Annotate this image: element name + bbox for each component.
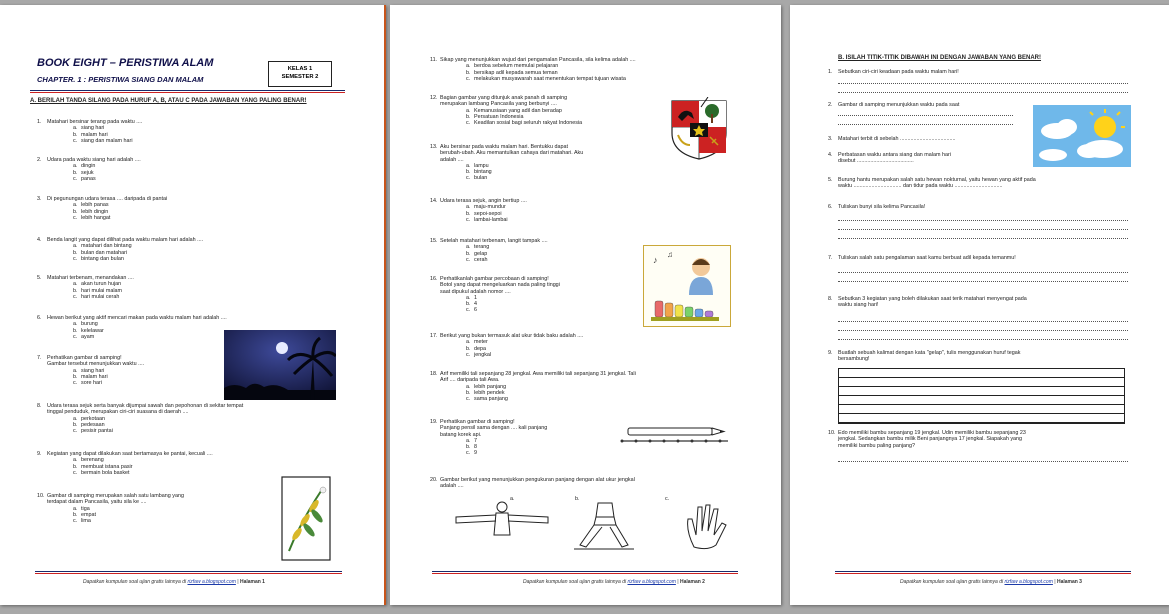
- option-text: bintang: [474, 169, 492, 176]
- option-text: bulan: [474, 175, 488, 182]
- option-text: lima: [81, 518, 91, 525]
- option-letter: a.: [73, 415, 78, 422]
- option-letter: c.: [73, 255, 78, 262]
- option-letter: b.: [73, 131, 78, 138]
- option-text: lebih hangat: [81, 214, 111, 221]
- footer-text: Dapatkan kumpulan soal ujian gratis lainnya di: [83, 579, 187, 585]
- question-7: [430, 333, 730, 358]
- option-letter: c.: [73, 518, 78, 525]
- page-3: [790, 5, 1169, 605]
- option-text: sore hari: [81, 380, 102, 387]
- question-10: [37, 493, 282, 524]
- option-letter: a.: [73, 281, 78, 288]
- question-number: 5.: [37, 275, 42, 281]
- question-number: 20.: [430, 477, 438, 483]
- option-letter: b.: [73, 463, 78, 470]
- options-list: [73, 202, 337, 221]
- question-8: [37, 403, 337, 434]
- question-number: 9.: [828, 350, 833, 356]
- option-letter: c.: [73, 137, 78, 144]
- question-text: Perbatasan waktu antara siang dan malam hari disebut ......................................: [838, 152, 951, 165]
- question-text: Burung hantu merupakan salah satu hewan nokturnal, yaitu hewan yang aktif pada waktu ................................ dan tidur pada waktu ................................: [838, 177, 1036, 190]
- footer-rule-red: [835, 573, 1131, 574]
- option-c[interactable]: [466, 396, 730, 402]
- option-text: depa: [474, 345, 486, 352]
- option-text: jengkal: [474, 351, 492, 358]
- option-text: 6: [474, 307, 477, 314]
- option-c[interactable]: [73, 294, 337, 300]
- question-text: Udara terasa sejuk serta banyak dijumpai sawah dan pepohonan di sekitar tempat tinggal penduduk, merupakan ciri-ciri suasana di daerah ....: [47, 403, 244, 416]
- option-letter: b.: [73, 421, 78, 428]
- question-number: 6.: [37, 315, 42, 321]
- option-letter: a.: [73, 243, 78, 250]
- options-list: [466, 204, 730, 223]
- answer-line: [838, 92, 1128, 93]
- option-text: bulan dan matahari: [81, 249, 128, 256]
- option-letter: a.: [73, 202, 78, 209]
- question-text: Gambar di samping menunjukkan waktu pada saat: [838, 102, 960, 108]
- sun-clouds-image: [1033, 105, 1131, 167]
- question-number: 5.: [828, 177, 833, 183]
- footer: Dapatkan kumpulan soal ujian gratis lainnya di rizfaw a.blogspot.com | Halaman 3: [900, 579, 1082, 585]
- option-letter: b.: [466, 250, 471, 257]
- option-letter: b.: [466, 113, 471, 120]
- option-text: membuat istana pasir: [81, 463, 133, 470]
- chapter-title: CHAPTER. 1 : PERISTIWA SIANG DAN MALAM: [37, 75, 204, 84]
- option-c[interactable]: [73, 138, 337, 144]
- option-text: matahari dan bintang: [81, 243, 132, 250]
- book-title: BOOK EIGHT – PERISTIWA ALAM: [37, 57, 214, 69]
- option-text: pesisir pantai: [81, 428, 113, 435]
- option-text: tiga: [81, 505, 90, 512]
- question-text: Gambar di samping merupakan salah satu lambang yang terdapat dalam Pancasila, yaitu sila ke ....: [47, 493, 184, 506]
- option-text: 8: [474, 444, 477, 451]
- footer-link[interactable]: rizfaw a.blogspot.com: [187, 579, 236, 585]
- question-number: 2.: [828, 102, 833, 108]
- question-7: [828, 255, 1118, 261]
- question-3: [430, 144, 662, 182]
- question-10: [828, 430, 1118, 449]
- answer-line: [838, 229, 1128, 230]
- bottle-experiment-image: [643, 245, 731, 327]
- option-text: 7: [474, 437, 477, 444]
- footer-text: Dapatkan kumpulan soal ujian gratis lainnya di: [523, 579, 627, 585]
- option-letter: b.: [73, 169, 78, 176]
- footer-rule: [835, 571, 1131, 572]
- footer-link[interactable]: rizfaw a.blogspot.com: [1004, 579, 1053, 585]
- option-letter: b.: [466, 345, 471, 352]
- option-text: siang dan malam hari: [81, 137, 133, 144]
- question-4: [37, 237, 337, 262]
- options-list: [466, 63, 730, 82]
- answer-line: [838, 83, 1128, 84]
- option-text: 9: [474, 450, 477, 457]
- header-rule-red: [30, 92, 345, 93]
- question-number: 10.: [828, 430, 836, 436]
- option-letter: b.: [466, 389, 471, 396]
- option-letter: a.: [466, 204, 471, 211]
- question-number: 9.: [37, 451, 42, 457]
- option-text: burung: [81, 321, 98, 328]
- option-text: lebih pendek: [474, 389, 505, 396]
- option-letter: c.: [73, 469, 78, 476]
- option-c[interactable]: [73, 215, 337, 221]
- option-letter: c.: [466, 351, 471, 358]
- option-letter: c.: [73, 175, 78, 182]
- option-letter: b.: [466, 444, 471, 451]
- option-letter: a.: [466, 437, 471, 444]
- option-c[interactable]: [73, 428, 337, 434]
- depa-figure: [452, 501, 552, 537]
- question-number: 12.: [430, 95, 438, 101]
- option-letter: c.: [466, 450, 471, 457]
- options-list: [73, 368, 227, 387]
- option-text: lampu: [474, 162, 489, 169]
- option-text: 1: [474, 294, 477, 301]
- option-letter: b.: [466, 301, 471, 308]
- option-text: cerah: [474, 256, 488, 263]
- option-letter: a.: [466, 244, 471, 251]
- handwriting-box[interactable]: [838, 368, 1125, 424]
- question-text: Udara terasa sejuk, angin bertiup ....: [440, 198, 527, 204]
- option-text: gelap: [474, 250, 488, 257]
- option-letter: a.: [466, 339, 471, 346]
- question-number: 8.: [37, 403, 42, 409]
- option-text: malam hari: [81, 131, 108, 138]
- option-letter: a.: [73, 125, 78, 132]
- option-text: maju-mundur: [474, 204, 506, 211]
- option-text: lebih dingin: [81, 208, 109, 215]
- option-text: bermain bola basket: [81, 469, 130, 476]
- option-letter: a.: [466, 107, 471, 114]
- question-5: [828, 177, 1118, 190]
- svg-text:♪: ♪: [653, 255, 658, 265]
- option-letter: b.: [466, 69, 471, 76]
- option-text: perkotaan: [81, 415, 105, 422]
- section-b-heading: B. ISILAH TITIK-TITIK DIBAWAH INI DENGAN JAWABAN YANG BENAR!: [838, 55, 1042, 61]
- option-text: bintang dan bulan: [81, 255, 124, 262]
- question-text: Setelah matahari terbenam, langit tampak ....: [440, 238, 548, 244]
- question-text: Udara pada waktu siang hari adalah ....: [47, 157, 141, 163]
- option-letter: b.: [73, 327, 78, 334]
- option-letter: a.: [73, 457, 78, 464]
- question-number: 1.: [37, 119, 42, 125]
- question-number: 8.: [828, 296, 833, 302]
- option-letter: c.: [466, 396, 471, 403]
- answer-line: [838, 272, 1128, 273]
- option-c[interactable]: [466, 307, 635, 313]
- question-text: Buatlah sebuah kalimat dengan kata "gelap", tulis menggunakan huruf tegak bersambung!: [838, 350, 1021, 363]
- options-list: [73, 457, 337, 476]
- question-1: [430, 57, 730, 82]
- option-text: siang hari: [81, 125, 105, 132]
- option-text: akan turun hujan: [81, 281, 122, 288]
- option-letter: b.: [73, 287, 78, 294]
- question-number: 4.: [37, 237, 42, 243]
- question-9: [828, 350, 1118, 363]
- options-list: [466, 163, 662, 182]
- question-1: [37, 119, 337, 144]
- question-text: Matahari terbenam, menandakan ....: [47, 275, 134, 281]
- question-text: Edo memiliki bambu sepanjang 19 jengkal. Udin memiliki bambu sepanjang 23 jengkal. Sedangkan bambu milik Beni panjangnya 17 jengkal. Siapakah yang memiliki bambu paling panjang?: [838, 430, 1026, 449]
- options-list: [73, 506, 282, 525]
- question-text: Berikut yang bukan termasuk alat ukur tidak baku adalah ....: [440, 333, 584, 339]
- option-letter: c.: [73, 380, 78, 387]
- footer-rule-red: [432, 573, 738, 574]
- footer: Dapatkan kumpulan soal ujian gratis lainnya di rizfaw a.blogspot.com | Halaman 2: [523, 579, 705, 585]
- question-2: [430, 95, 662, 126]
- option-letter: b.: [466, 169, 471, 176]
- options-list: [466, 295, 635, 314]
- question-number: 19.: [430, 419, 438, 425]
- question-6: [828, 204, 1118, 210]
- question-text: Aku bersinar pada waktu malam hari. Bentukku dapat berubah-ubah. Aku memantulkan cahaya dari matahari. Aku adalah ....: [440, 144, 584, 163]
- semester-label: SEMESTER 2: [281, 74, 319, 80]
- question-number: 3.: [828, 136, 833, 142]
- answer-line: [838, 461, 1128, 462]
- option-c[interactable]: [466, 352, 730, 358]
- options-list: [73, 281, 337, 300]
- option-letter: c.: [466, 307, 471, 314]
- option-letter: b.: [73, 249, 78, 256]
- question-text: Sikap yang menunjukkan wujud dari pengamalan Pancasila, sila kelima adalah ....: [440, 57, 636, 63]
- langkah-figure: [570, 501, 640, 553]
- question-number: 11.: [430, 57, 438, 63]
- option-text: empat: [81, 511, 96, 518]
- option-letter: b.: [73, 373, 78, 380]
- question-text: Sebutkan 3 kegiatan yang boleh dilakukan saat terik matahari menyengat pada waktu siang hari!: [838, 296, 1027, 309]
- question-text: Tuliskan bunyi sila kelima Pancasila!: [838, 204, 926, 210]
- question-text: Sebutkan ciri-ciri keadaan pada waktu malam hari!: [838, 69, 959, 75]
- page-1: [0, 5, 386, 605]
- option-c[interactable]: [466, 76, 730, 82]
- fig-label-b: b.: [575, 496, 580, 502]
- question-8: [430, 371, 730, 402]
- options-list: [466, 384, 730, 403]
- option-letter: b.: [466, 210, 471, 217]
- fig-label-c: c.: [665, 496, 670, 502]
- question-number: 16.: [430, 276, 438, 282]
- option-letter: c.: [466, 216, 471, 223]
- option-c[interactable]: [466, 217, 730, 223]
- question-number: 10.: [37, 493, 45, 499]
- question-text: Matahari bersinar terang pada waktu ....: [47, 119, 143, 125]
- option-text: hari mulai malam: [81, 287, 123, 294]
- option-text: pedesaan: [81, 421, 105, 428]
- question-number: 3.: [37, 196, 42, 202]
- padi-kapas-emblem: [281, 476, 331, 561]
- option-text: Kemanusiaan yang adil dan beradap: [474, 107, 562, 114]
- page-number: Halaman 3: [1056, 579, 1082, 585]
- fig-label-a: a.: [510, 496, 515, 502]
- footer-rule-red: [35, 573, 342, 574]
- footer-rule: [35, 571, 342, 572]
- option-text: dingin: [81, 163, 96, 170]
- section-a-heading: A. BERILAH TANDA SILANG PADA HURUF A, B, ATAU C PADA JAWABAN YANG PALING BENAR!: [30, 98, 307, 104]
- question-number: 2.: [37, 157, 42, 163]
- page-number: Halaman 1: [239, 579, 265, 585]
- question-number: 7.: [37, 355, 42, 361]
- question-9: [37, 451, 337, 476]
- option-text: lebih panas: [81, 202, 109, 209]
- options-list: [73, 416, 337, 435]
- question-text: Tuliskan salah satu pengalaman saat kamu berbuat adil kepada temanmu!: [838, 255, 1016, 261]
- option-text: berenang: [81, 457, 104, 464]
- option-letter: a.: [466, 383, 471, 390]
- question-7: [37, 355, 227, 386]
- question-2: [37, 157, 337, 182]
- question-4: [828, 152, 1003, 165]
- option-text: Keadilan sosial bagi seluruh rakyat Indonesia: [474, 120, 583, 127]
- option-letter: a.: [73, 163, 78, 170]
- answer-line: [838, 220, 1128, 221]
- question-number: 15.: [430, 238, 438, 244]
- question-1: [828, 69, 1118, 75]
- option-c[interactable]: [466, 450, 625, 456]
- option-text: siang hari: [81, 367, 105, 374]
- answer-line: [838, 321, 1128, 322]
- question-number: 17.: [430, 333, 438, 339]
- options-list: [466, 108, 662, 127]
- option-text: melakukan musyawarah saat menentukan tempat tujuan wisata: [474, 75, 626, 82]
- question-text: Gambar berikut yang menunjukkan pengukuran panjang dengan alat ukur jengkal adalah ....: [440, 477, 635, 490]
- option-c[interactable]: [73, 256, 337, 262]
- question-text: Kegiatan yang dapat dilakukan saat bertamasya ke pantai, kecuali ....: [47, 451, 213, 457]
- option-letter: c.: [466, 256, 471, 263]
- svg-text:♫: ♫: [667, 250, 673, 259]
- question-text: Hewan berikut yang aktif mencari makan pada waktu malam hari adalah ....: [47, 315, 227, 321]
- option-text: terang: [474, 244, 490, 251]
- options-list: [466, 339, 730, 358]
- option-c[interactable]: [466, 120, 662, 126]
- question-text: Arif memiliki tali sepanjang 28 jengkal. Awa memiliki tali sepanjang 31 jengkal. Tali Arif .... daripada tali Awa.: [440, 371, 636, 384]
- option-text: berdoa sebelum memulai pelajaran: [474, 63, 559, 70]
- option-letter: a.: [73, 321, 78, 328]
- question-5: [37, 275, 337, 300]
- option-text: bersikap adil kepada semua teman: [474, 69, 558, 76]
- question-text: Perhatikan gambar di samping! Gambar tersebut menunjukkan waktu ....: [47, 355, 145, 368]
- option-text: panas: [81, 175, 96, 182]
- option-text: lebih panjang: [474, 383, 507, 390]
- question-text: Bagian gambar yang ditunjuk anak panah di samping merupakan lambang Pancasila yang berbunyi ....: [440, 95, 568, 108]
- option-letter: c.: [466, 120, 471, 127]
- option-text: malam hari: [81, 373, 108, 380]
- option-c[interactable]: [73, 518, 282, 524]
- options-list: [466, 438, 625, 457]
- option-letter: c.: [73, 333, 78, 340]
- question-10: [430, 477, 730, 490]
- question-3: [37, 196, 337, 221]
- option-text: hari mulai cerah: [81, 293, 120, 300]
- header-rule: [30, 90, 345, 91]
- options-list: [73, 243, 337, 262]
- question-text: Di pegunungan udara terasa .... daripada di pantai: [47, 196, 168, 202]
- footer: Dapatkan kumpulan soal ujian gratis lainnya di rizfaw a.blogspot.com | Halaman 1: [83, 579, 265, 585]
- option-text: 4: [474, 301, 477, 308]
- question-8: [828, 296, 1118, 309]
- question-number: 13.: [430, 144, 438, 150]
- option-letter: a.: [73, 505, 78, 512]
- kelas-box: [268, 61, 332, 87]
- option-text: ayam: [81, 333, 95, 340]
- question-4: [430, 198, 730, 223]
- option-text: sama panjang: [474, 396, 508, 403]
- answer-line: [838, 115, 1013, 116]
- night-image: [224, 330, 336, 400]
- question-number: 7.: [828, 255, 833, 261]
- option-text: lambai-lambai: [474, 216, 508, 223]
- option-letter: b.: [73, 208, 78, 215]
- question-number: 6.: [828, 204, 833, 210]
- option-letter: a.: [73, 367, 78, 374]
- footer-text: Dapatkan kumpulan soal ujian gratis lainnya di: [900, 579, 1004, 585]
- option-text: Persatuan Indonesia: [474, 113, 524, 120]
- answer-line: [838, 281, 1128, 282]
- options-list: [73, 163, 337, 182]
- question-number: 4.: [828, 152, 833, 158]
- option-text: sejuk: [81, 169, 94, 176]
- option-text: meter: [474, 339, 488, 346]
- page-number: Halaman 2: [679, 579, 705, 585]
- option-text: sepoi-sepoi: [474, 210, 502, 217]
- option-letter: c.: [466, 75, 471, 82]
- option-letter: c.: [73, 428, 78, 435]
- option-letter: a.: [466, 162, 471, 169]
- question-number: 1.: [828, 69, 833, 75]
- option-letter: c.: [73, 293, 78, 300]
- answer-line: [838, 238, 1128, 239]
- options-list: [73, 125, 337, 144]
- option-letter: a.: [466, 63, 471, 70]
- option-c[interactable]: [73, 380, 227, 386]
- option-letter: c.: [73, 214, 78, 221]
- question-text: Perhatikanlah gambar percobaan di samping! Botol yang dapat mengeluarkan nada paling tinggi saat dipukul adalah nomor ....: [440, 276, 560, 295]
- pencil-image: [620, 425, 732, 447]
- option-c[interactable]: [73, 176, 337, 182]
- footer-link[interactable]: rizfaw a.blogspot.com: [627, 579, 676, 585]
- question-number: 14.: [430, 198, 438, 204]
- answer-line: [838, 124, 1013, 125]
- option-letter: a.: [466, 294, 471, 301]
- answer-line: [838, 339, 1128, 340]
- option-letter: b.: [73, 511, 78, 518]
- question-number: 18.: [430, 371, 438, 377]
- question-6: [430, 276, 635, 314]
- option-text: kelelawar: [81, 327, 104, 334]
- page-2: [390, 5, 781, 605]
- question-9: [430, 419, 625, 457]
- answer-line: [838, 330, 1128, 331]
- jengkal-figure: [680, 501, 730, 551]
- footer-rule: [432, 571, 738, 572]
- question-text: Perhatikan gambar di samping! Panjang pensil sama dengan .... kali panjang batang korek api.: [440, 419, 548, 438]
- question-2: [828, 102, 1003, 108]
- option-letter: c.: [466, 175, 471, 182]
- kelas-label: KELAS 1: [287, 66, 313, 72]
- question-text: Benda langit yang dapat dilihat pada waktu malam hari adalah ....: [47, 237, 204, 243]
- question-text: Matahari terbit di sebelah .....................................: [838, 136, 956, 142]
- option-c[interactable]: [466, 175, 662, 181]
- garuda-shield-image: [668, 97, 730, 161]
